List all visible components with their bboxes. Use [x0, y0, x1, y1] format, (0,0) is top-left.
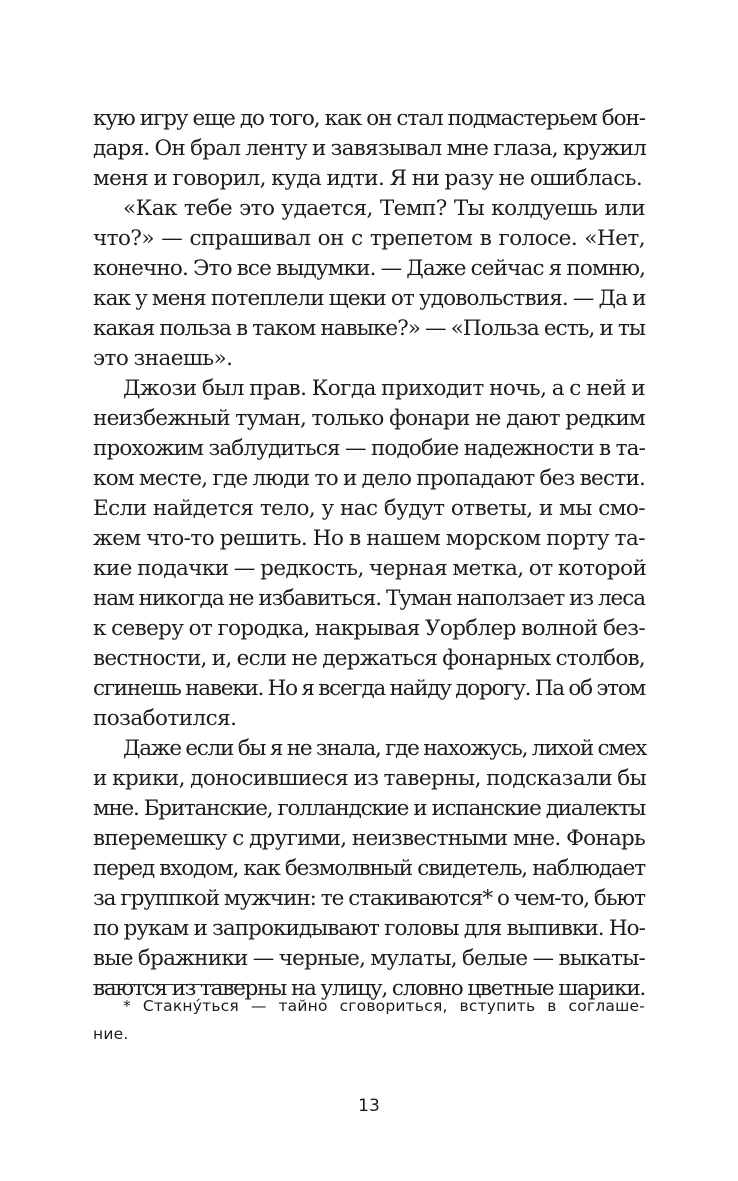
text-line: это знаешь».	[93, 346, 233, 371]
text-line: Джози был прав. Когда приходит ночь, а с ней и	[123, 376, 645, 401]
text-line: за группкой мужчин: те стакиваются* о чем-то, бьют	[93, 886, 645, 911]
text-line: жем что-то решить. Но в нашем морском порту та-	[93, 526, 645, 551]
text-line: перед входом, как безмолвный свидетель, наблюдает	[93, 856, 645, 881]
text-line: вые бражники — черные, мулаты, белые — выкаты-	[93, 946, 645, 971]
text-line: кую игру еще до того, как он стал подмастерьем бон-	[93, 106, 645, 131]
text-line: по рукам и запрокидывают головы для выпивки. Но-	[93, 916, 645, 941]
text-line: неизбежный туман, только фонари не дают редким	[93, 406, 645, 431]
footnote-line: ние.	[93, 1025, 129, 1043]
text-line: какая польза в таком навыке?» — «Польза есть, и ты	[93, 316, 645, 341]
footnote-divider	[93, 984, 246, 985]
text-line: даря. Он брал ленту и завязывал мне глаза, кружил	[93, 136, 647, 161]
text-line: мне. Британские, голландские и испанские диалекты	[93, 796, 645, 821]
text-line: как у меня потеплели щеки от удовольствия. — Да и	[93, 286, 646, 311]
page-number: 13	[358, 1096, 380, 1116]
text-line: меня и говорил, куда идти. Я ни разу не ошиблась.	[93, 166, 643, 191]
text-line: вестности, и, если не держаться фонарных столбов,	[93, 646, 645, 671]
footnote-line: * Стакну́ться — тайно сговориться, вступить в соглаше-	[123, 997, 645, 1015]
text-line: конечно. Это все выдумки. — Даже сейчас я помню,	[93, 256, 646, 281]
body-text	[93, 104, 645, 1004]
text-line: и крики, доносившиеся из таверны, подсказали бы	[93, 766, 647, 791]
text-line: ком месте, где люди то и дело пропадают без вести.	[93, 466, 646, 491]
text-line: Если найдется тело, у нас будут ответы, и мы смо-	[93, 496, 645, 521]
footnote	[93, 992, 645, 1048]
text-line: прохожим заблудиться — подобие надежности в та-	[93, 436, 645, 461]
text-line: нам никогда не избавиться. Туман наползает из леса	[93, 586, 645, 611]
text-line: кие подачки — редкость, черная метка, от которой	[93, 556, 647, 581]
text-line: сгинешь навеки. Но я всегда найду дорогу. Па об этом	[93, 676, 645, 701]
text-line: что?» — спрашивал он с трепетом в голосе. «Нет,	[93, 226, 645, 251]
text-line: ваются из таверны на улицу, словно цветные шарики.	[93, 976, 645, 1001]
text-line: вперемешку с другими, неизвестными мне. Фонарь	[93, 826, 645, 851]
text-line: к северу от городка, накрывая Уорблер волной без-	[93, 616, 645, 641]
text-line: «Как тебе это удается, Темп? Ты колдуешь или	[123, 196, 645, 221]
text-line: позаботился.	[93, 706, 237, 731]
text-line: Даже если бы я не знала, где нахожусь, лихой смех	[123, 736, 647, 761]
